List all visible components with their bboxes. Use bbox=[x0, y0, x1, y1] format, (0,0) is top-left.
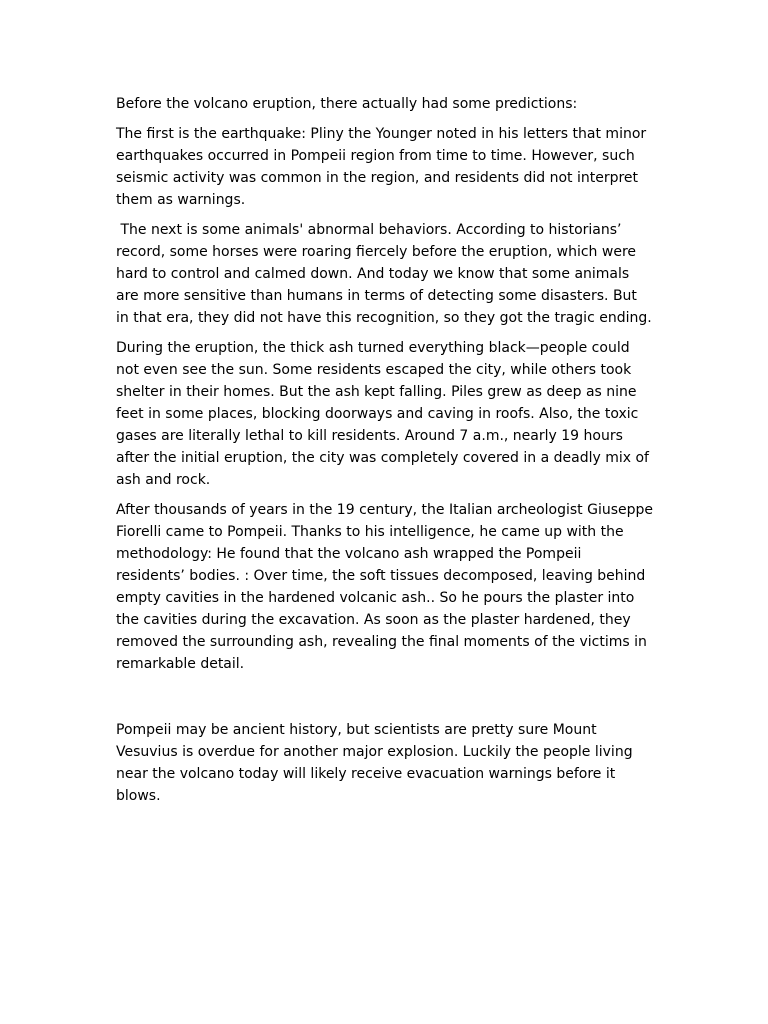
paragraph-predictions-intro: Before the volcano eruption, there actually had some predictions: bbox=[116, 96, 578, 112]
paragraph-animal-behaviors: The next is some animals' abnormal behaviors. According to historians’ record, some horses were roaring fiercely before the eruption, which were hard to control and calmed down. And today we know that some animals are more sensitive than humans in terms of detecting some disasters. But in that era, they did not have this recognition, so they got the tragic ending. bbox=[116, 222, 652, 326]
paragraph-eruption: During the eruption, the thick ash turned everything black—people could not even see the sun. Some residents escaped the city, while others took shelter in their homes. But the ash kept falling. Piles grew as deep as nine feet in some places, blocking doorways and caving in roofs. Also, the toxic gases are literally lethal to kill residents. Around 7 a.m., nearly 19 hours after the initial eruption, the city was completely covered in a deadly mix of ash and rock. bbox=[116, 340, 654, 488]
paragraph-fiorelli: After thousands of years in the 19 century, the Italian archeologist Giuseppe Fiorelli came to Pompeii. Thanks to his intelligence, he came up with the methodology: He found that the volcano ash wrapped the Pompeii residents’ bodies. : Over time, the soft tissues decomposed, leaving behind empty cavities in the hardened volcanic ash.. So he pours the plaster into the cavities during the excavation. As soon as the plaster hardened, they removed the surrounding ash, revealing the final moments of the victims in remarkable detail. bbox=[116, 502, 658, 672]
document-body bbox=[116, 93, 658, 815]
paragraph-earthquake: The first is the earthquake: Pliny the Younger noted in his letters that minor earthquakes occurred in Pompeii region from time to time. However, such seismic activity was common in the region, and residents did not interpret them as warnings. bbox=[116, 126, 651, 208]
paragraph-vesuvius-future: Pompeii may be ancient history, but scientists are pretty sure Mount Vesuvius is overdue for another major explosion. Luckily the people living near the volcano today will likely receive evacuation warnings before it blows. bbox=[116, 722, 638, 804]
